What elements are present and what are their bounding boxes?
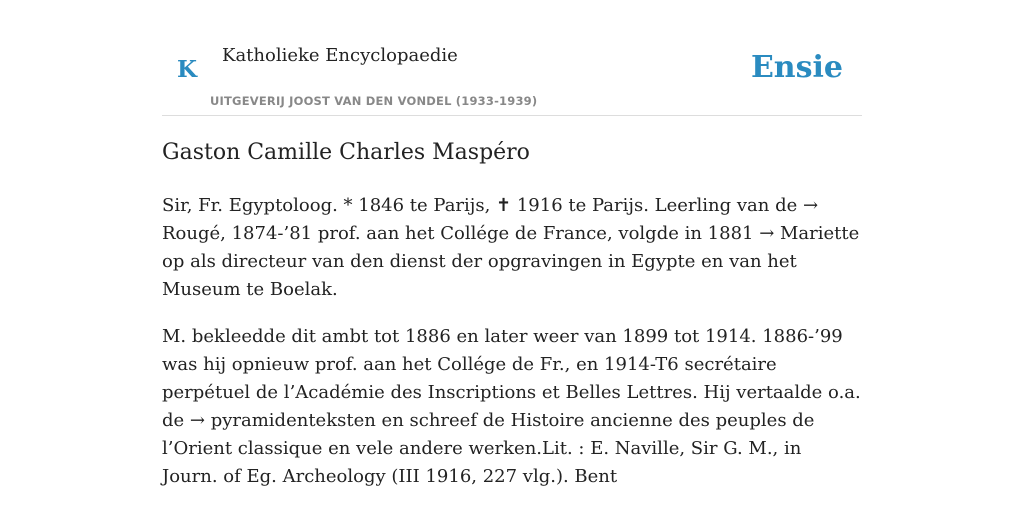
brand-logo[interactable]: Ensie [750, 50, 843, 85]
article-title: Gaston Camille Charles Maspéro [162, 140, 530, 165]
site-header [162, 0, 862, 116]
page [162, 0, 862, 487]
article-body [162, 192, 862, 510]
article-paragraph: M. bekleedde dit ambt tot 1886 en later weer van 1899 tot 1914. 1886-’99 was hij opnieuw prof. aan het Collége de Fr., en 1914-T6 secrétaire perpétuel de l’Académie des Inscriptions et Belles Lettres. Hij vertaalde o.a. de → pyramidenteksten en schreef de Histoire ancienne des peuples de l’Orient classique en vele andere werken.Lit. : E. Naville, Sir G. M., in Journ. of Eg. Archeology (III 1916, 227 vlg.). Bent [162, 326, 861, 487]
publisher-subtitle: UITGEVERIJ JOOST VAN DEN VONDEL (1933-1939) [210, 94, 538, 108]
article-paragraph: Sir, Fr. Egyptoloog. * 1846 te Parijs, ✝ 1916 te Parijs. Leerling van de → Rougé, 1874-’81 prof. aan het Collége de France, volgde in 1881 → Mariette op als directeur van den dienst der opgravingen in Egypte en van het Museum te Boelak. [162, 195, 860, 300]
site-logo[interactable]: K [177, 56, 197, 83]
site-title[interactable]: Katholieke Encyclopaedie [222, 45, 458, 66]
